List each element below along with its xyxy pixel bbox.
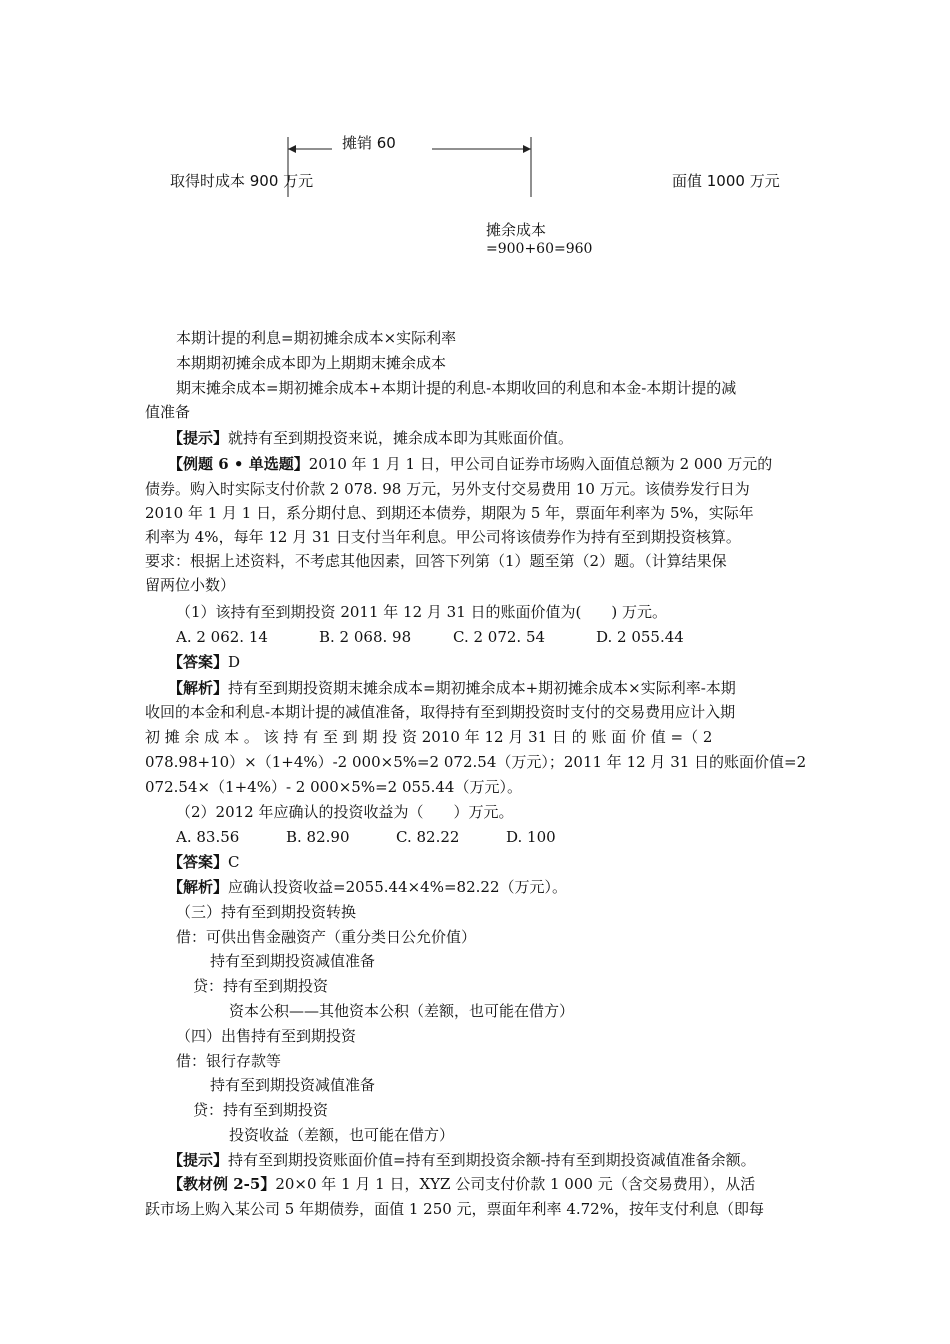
example-tag: 【例题 6 • 单选题】	[168, 455, 309, 473]
text-line: 本期计提的利息=期初摊余成本×实际利率	[176, 329, 457, 347]
text-line: 债券。购入时实际支付价款 2 078. 98 万元，另外支付交易费用 10 万元。该债券发行日为	[145, 480, 750, 498]
example-heading	[168, 452, 772, 476]
journal-line: 借：银行存款等	[176, 1052, 282, 1070]
example-tag: 【教材例 2-5】	[168, 1175, 276, 1193]
text-line: 收回的本金和利息-本期计提的减值准备，取得持有至到期投资时支付的交易费用应计入期	[145, 703, 736, 721]
analysis-tag: 【解析】	[168, 679, 229, 697]
text-line: 2010 年 1 月 1 日，系分期付息、到期还本债券，期限为 5 年，票面年利率为 5%，实际年	[145, 504, 754, 522]
analysis-2	[168, 875, 567, 899]
text-line: 078.98+10）×（1+4%）-2 000×5%=2 072.54（万元）；2011 年 12 月 31 日的账面价值=2	[145, 753, 807, 771]
analysis-text: 持有至到期投资期末摊余成本=期初摊余成本+期初摊余成本×实际利率-本期	[228, 679, 736, 697]
text-line: 跃市场上购入某公司 5 年期债券，面值 1 250 元，票面年利率 4.72%，按年支付利息（即每	[145, 1200, 764, 1218]
hint-text: 持有至到期投资账面价值=持有至到期投资余额-持有至到期投资减值准备余额。	[228, 1151, 756, 1169]
journal-line: 贷：持有至到期投资	[193, 977, 329, 995]
question-1: （1）该持有至到期投资 2011 年 12 月 31 日的账面价值为( ) 万元。	[176, 603, 667, 621]
analysis-tag: 【解析】	[168, 878, 229, 896]
option-c: C. 2 072. 54	[453, 628, 546, 646]
option-a: A. 83.56	[176, 828, 240, 846]
answer-2	[168, 850, 240, 874]
journal-line: 持有至到期投资减值准备	[210, 952, 376, 970]
text-line: 留两位小数）	[145, 576, 236, 594]
text-line: 利率为 4%，每年 12 月 31 日支付当年利息。甲公司将该债券作为持有至到期投资核算。	[145, 528, 741, 546]
amortize-label: 摊销 60	[342, 134, 396, 152]
analysis-text: 应确认投资收益=2055.44×4%=82.22（万元）。	[228, 878, 567, 896]
option-b: B. 82.90	[286, 828, 350, 846]
amortized-cost-formula: =900+60=960	[486, 241, 593, 257]
text-line: 要求：根据上述资料，不考虑其他因素，回答下列第（1）题至第（2）题。（计算结果保	[145, 552, 727, 570]
journal-line: 借：可供出售金融资产（重分类日公允价值）	[176, 928, 477, 946]
answer-value: D	[228, 653, 241, 671]
journal-line: 贷：持有至到期投资	[193, 1101, 329, 1119]
hint-paragraph	[168, 426, 573, 450]
right-arrowhead-icon	[523, 145, 531, 153]
hint-tag: 【提示】	[168, 429, 229, 447]
section-heading: （四）出售持有至到期投资	[176, 1027, 357, 1045]
question-2: （2）2012 年应确认的投资收益为（ ）万元。	[176, 803, 514, 821]
hint-text: 就持有至到期投资来说，摊余成本即为其账面价值。	[228, 429, 574, 447]
question-1-options	[176, 625, 684, 649]
answer-1	[168, 650, 240, 674]
option-a: A. 2 062. 14	[176, 628, 268, 646]
face-value-label: 面值 1000 万元	[672, 172, 780, 190]
amortization-diagram	[0, 0, 950, 270]
text-line: 期末摊余成本=期初摊余成本+本期计提的利息-本期收回的利息和本金-本期计提的减	[176, 379, 737, 397]
journal-line: 资本公积——其他资本公积（差额，也可能在借方）	[229, 1002, 575, 1020]
answer-tag: 【答案】	[168, 853, 229, 871]
answer-tag: 【答案】	[168, 653, 229, 671]
text-line: 值准备	[145, 403, 191, 421]
analysis-1	[168, 676, 736, 700]
option-c: C. 82.22	[396, 828, 460, 846]
journal-line: 投资收益（差额，也可能在借方）	[229, 1126, 455, 1144]
hint-tag: 【提示】	[168, 1151, 229, 1169]
text-line: 初 摊 余 成 本 。 该 持 有 至 到 期 投 资 2010 年 12 月 31 日 的 账 面 价 值 =（ 2	[145, 728, 713, 746]
journal-line: 持有至到期投资减值准备	[210, 1076, 376, 1094]
hint-paragraph	[168, 1148, 756, 1172]
option-b: B. 2 068. 98	[319, 628, 412, 646]
text-line: 072.54×（1+4%）- 2 000×5%=2 055.44（万元）。	[145, 778, 522, 796]
section-heading: （三）持有至到期投资转换	[176, 903, 357, 921]
left-arrowhead-icon	[288, 145, 296, 153]
option-d: D. 100	[506, 828, 556, 846]
example-text: 2010 年 1 月 1 日，甲公司自证券市场购入面值总额为 2 000 万元的	[308, 455, 773, 473]
option-d: D. 2 055.44	[596, 628, 684, 646]
amortized-cost-label: 摊余成本	[486, 221, 547, 239]
cost-label: 取得时成本 900 万元	[170, 172, 314, 190]
question-2-options	[176, 825, 556, 849]
answer-value: C	[228, 853, 240, 871]
textbook-example	[168, 1172, 755, 1196]
example-text: 20×0 年 1 月 1 日，XYZ 公司支付价款 1 000 元（含交易费用），从活	[275, 1175, 756, 1193]
text-line: 本期期初摊余成本即为上期期末摊余成本	[176, 354, 447, 372]
